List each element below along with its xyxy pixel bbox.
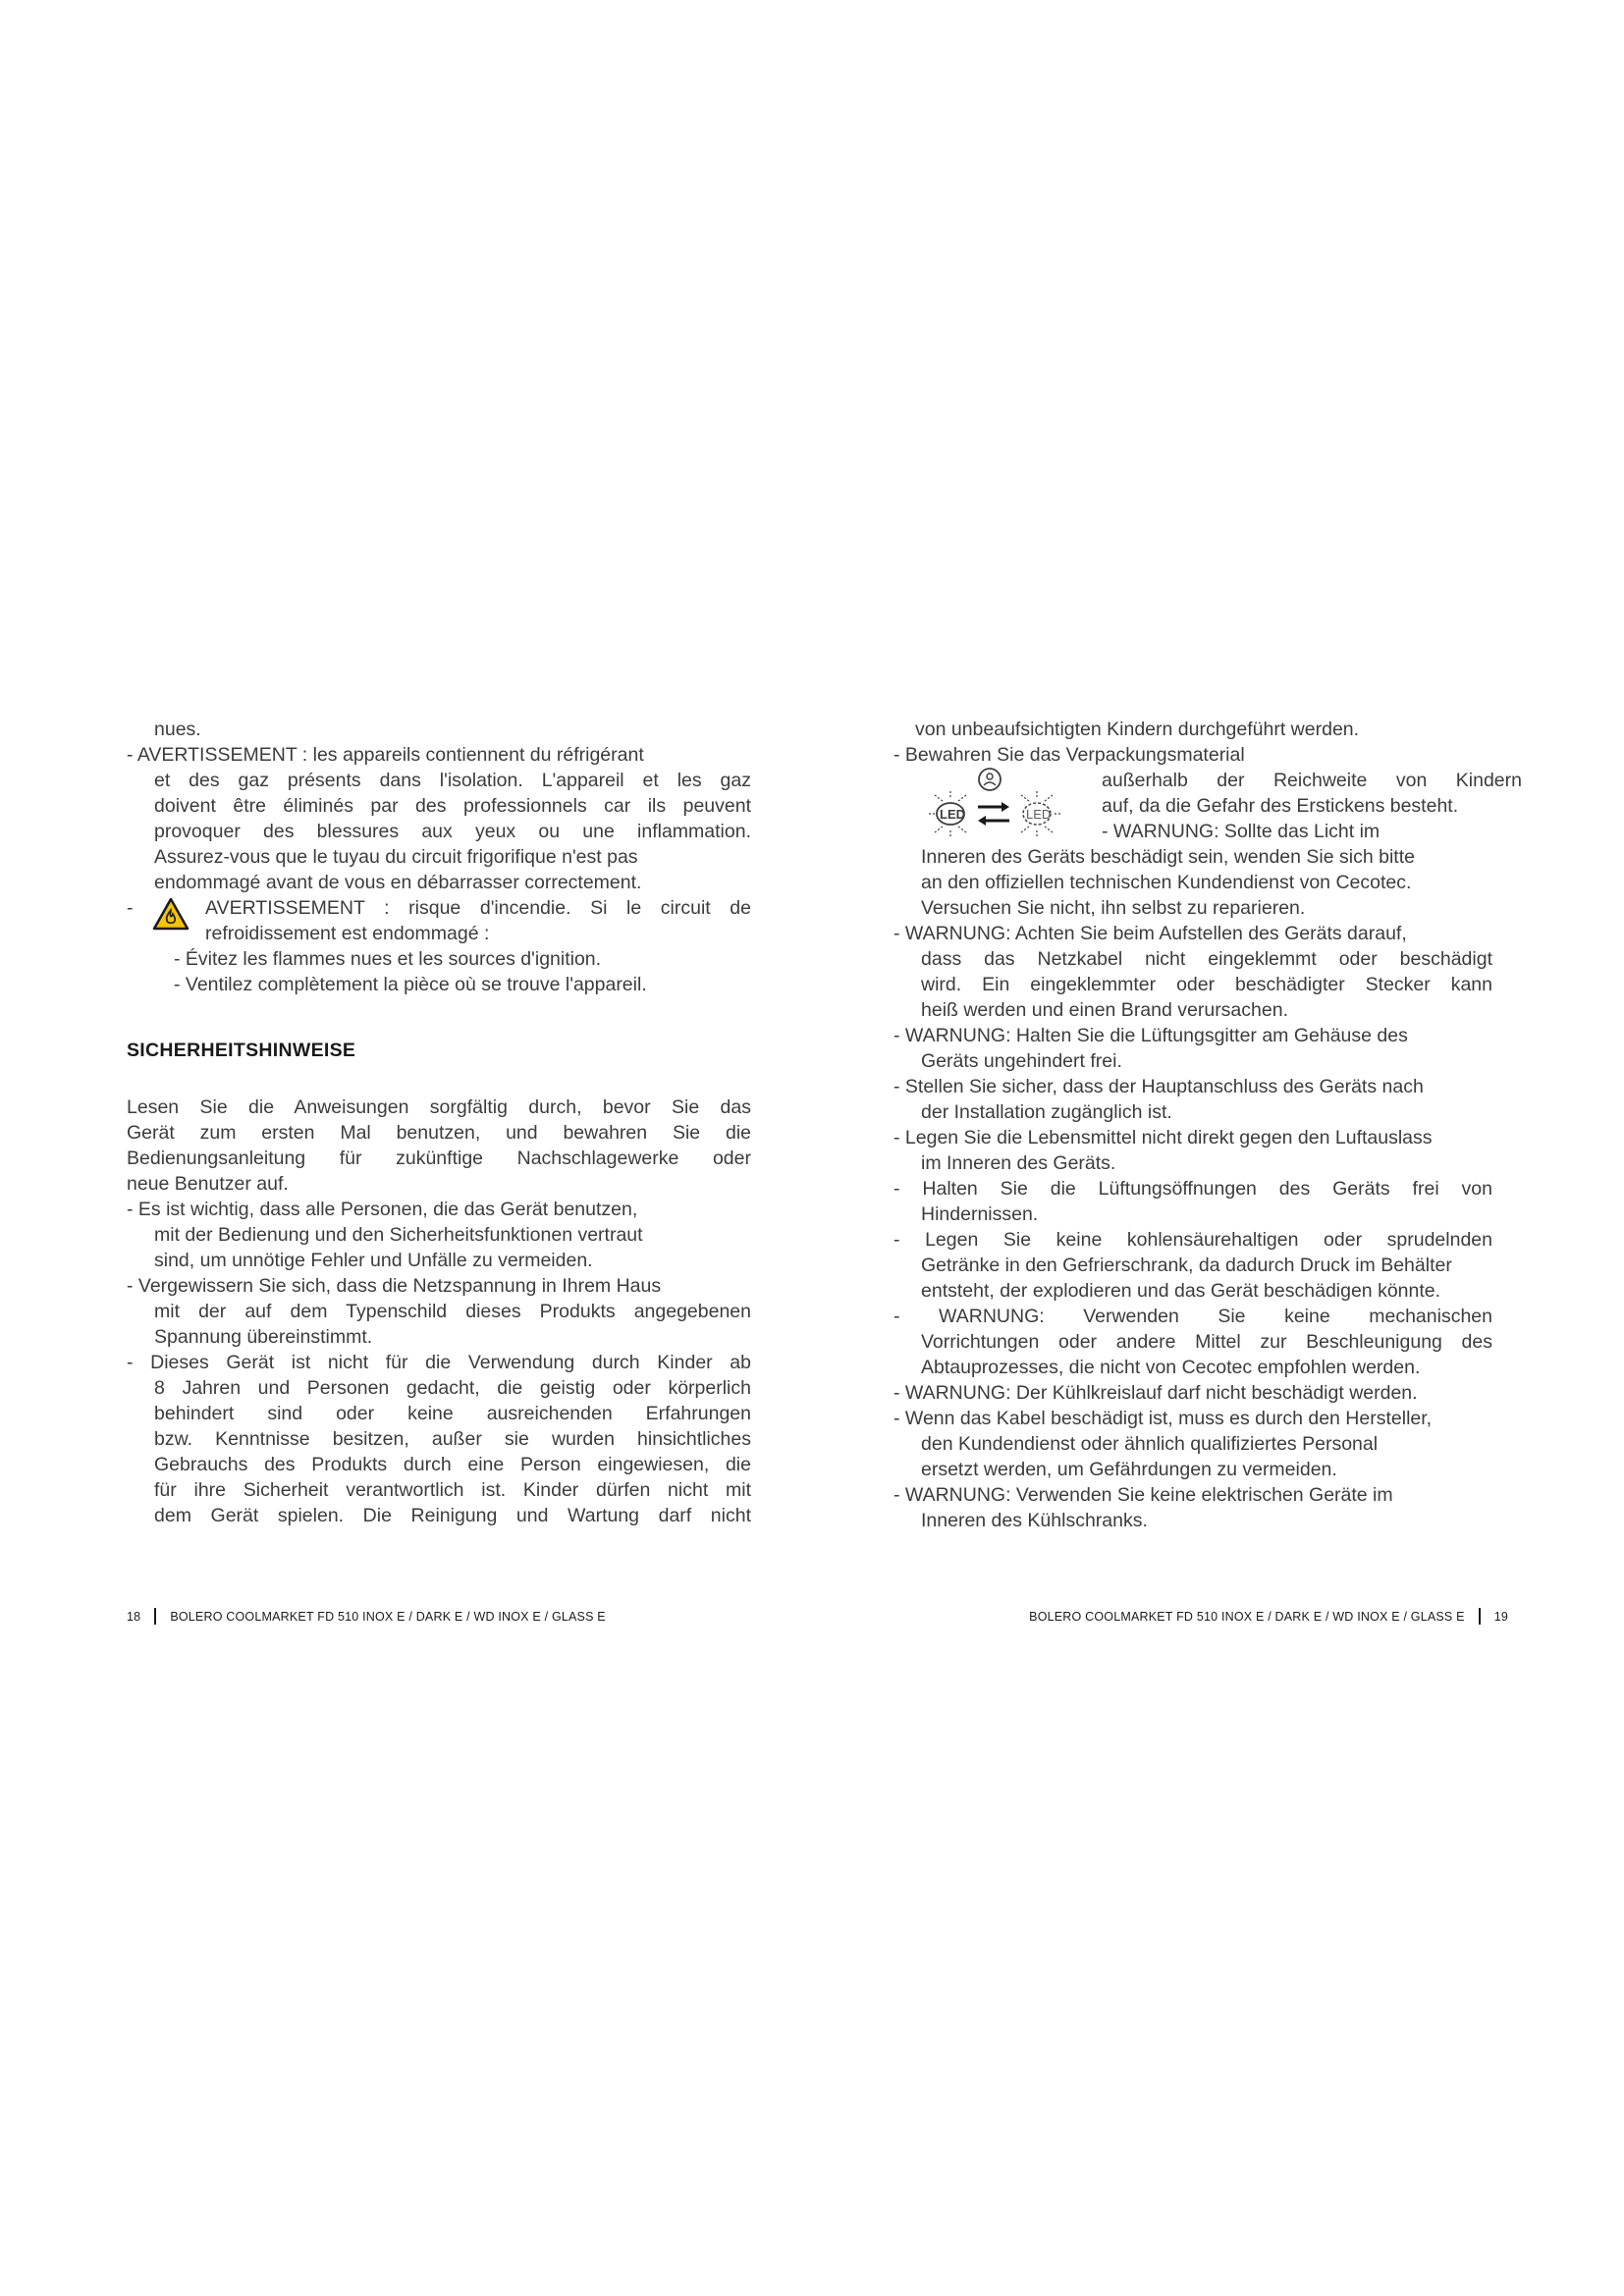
text-line: außerhalb der Reichweite von Kindern: [1102, 770, 1522, 791]
text-line: neue Benutzer auf.: [127, 1173, 289, 1195]
text-line: AVERTISSEMENT : risque d'incendie. Si le circuit de: [205, 897, 751, 919]
text-line: - Bewahren Sie das Verpackungsmaterial: [893, 744, 1245, 766]
text-line: provoquer des blessures aux yeux ou une inflammation.: [154, 821, 751, 842]
text-line: sind, um unnötige Fehler und Unfälle zu vermeiden.: [154, 1250, 593, 1271]
text-line: behindert sind oder keine ausreichenden Erfahrungen: [154, 1403, 751, 1424]
text-line: Spannung übereinstimmt.: [154, 1326, 373, 1348]
text-line: der Installation zugänglich ist.: [921, 1101, 1172, 1123]
text-line: - AVERTISSEMENT : les appareils contiennent du réfrigérant: [127, 744, 644, 766]
led-light-icon: [921, 768, 1078, 852]
footer-left: [127, 1608, 606, 1625]
page-number-left: 18: [127, 1609, 141, 1624]
fire-warning: [127, 895, 751, 946]
page-number-right: 19: [1493, 1609, 1508, 1624]
led-label-left: LED: [940, 807, 965, 822]
text-line: mit der Bedienung und den Sicherheitsfunktionen vertraut: [154, 1224, 643, 1246]
text-line: - Es ist wichtig, dass alle Personen, die das Gerät benutzen,: [127, 1199, 638, 1220]
warning-dash: -: [127, 897, 134, 919]
right-column: [893, 717, 1522, 1533]
text-line: 8 Jahren und Personen gedacht, die geistig oder körperlich: [154, 1377, 751, 1399]
text-line: - WARNUNG: Halten Sie die Lüftungsgitter am Gehäuse des: [893, 1025, 1408, 1046]
list-item: - Évitez les flammes nues et les sources d'ignition.: [174, 948, 602, 970]
footer-right: [1029, 1608, 1508, 1625]
text-line: - WARNUNG: Sollte das Licht im: [1102, 821, 1380, 842]
text-line: ersetzt werden, um Gefährdungen zu vermeiden.: [921, 1459, 1337, 1480]
text-line: Gebrauchs des Produkts durch eine Person eingewiesen, die: [154, 1454, 751, 1475]
footer-title-left: BOLERO COOLMARKET FD 510 INOX E / DARK E / WD INOX E / GLASS E: [170, 1609, 606, 1624]
text-line: an den offiziellen technischen Kundendienst von Cecotec.: [921, 872, 1412, 893]
text-line: Bedienungsanleitung für zukünftige Nachschlagewerke oder: [127, 1148, 751, 1169]
text-line: Abtauprozesses, die nicht von Cecotec empfohlen werden.: [921, 1357, 1421, 1378]
text-line: refroidissement est endommagé :: [205, 923, 490, 944]
text-line: Inneren des Geräts beschädigt sein, wenden Sie sich bitte: [921, 846, 1415, 868]
text-line: dass das Netzkabel nicht eingeklemmt oder beschädigt: [921, 948, 1492, 970]
text-line: - Halten Sie die Lüftungsöffnungen des Geräts frei von: [893, 1178, 1492, 1200]
text-line: - Stellen Sie sicher, dass der Hauptanschluss des Geräts nach: [893, 1076, 1424, 1097]
text-line: dem Gerät spielen. Die Reinigung und Wartung darf nicht: [154, 1505, 751, 1526]
text-line: Versuchen Sie nicht, ihn selbst zu reparieren.: [921, 897, 1306, 919]
section-heading: SICHERHEITSHINWEISE: [127, 1040, 356, 1061]
text-line: et des gaz présents dans l'isolation. L'appareil et les gaz: [154, 770, 751, 791]
text-line: Geräts ungehindert frei.: [921, 1050, 1122, 1072]
text-line: auf, da die Gefahr des Erstickens besteht.: [1102, 795, 1459, 817]
text-line: heiß werden und einen Brand verursachen.: [921, 999, 1288, 1021]
footer-divider: [154, 1608, 156, 1625]
text-line: Gerät zum ersten Mal benutzen, und bewahren Sie die: [127, 1122, 751, 1144]
text-line: endommagé avant de vous en débarrasser correctement.: [154, 872, 642, 893]
text-line: - Legen Sie keine kohlensäurehaltigen oder sprudelnden: [893, 1229, 1492, 1251]
led-label-right: LED: [1026, 807, 1052, 822]
text-line: - WARNUNG: Verwenden Sie keine mechanischen: [893, 1306, 1492, 1327]
text-line: entsteht, der explodieren und das Gerät beschädigen könnte.: [921, 1280, 1441, 1302]
text-line: wird. Ein eingeklemmter oder beschädigter Stecker kann: [921, 974, 1492, 995]
text-line: nues.: [154, 719, 201, 740]
text-line: doivent être éliminés par des professionnels car ils peuvent: [154, 795, 751, 817]
text-line: Getränke in den Gefrierschrank, da dadurch Druck im Behälter: [921, 1255, 1452, 1276]
text-line: - Vergewissern Sie sich, dass die Netzspannung in Ihrem Haus: [127, 1275, 662, 1297]
text-line: - Dieses Gerät ist nicht für die Verwendung durch Kinder ab: [127, 1352, 751, 1373]
text-line: mit der auf dem Typenschild dieses Produkts angegebenen: [154, 1301, 751, 1322]
text-line: - Legen Sie die Lebensmittel nicht direkt gegen den Luftauslass: [893, 1127, 1433, 1148]
text-line: Lesen Sie die Anweisungen sorgfältig durch, bevor Sie das: [127, 1096, 751, 1118]
text-line: Assurez-vous que le tuyau du circuit frigorifique n'est pas: [154, 846, 638, 868]
text-line: im Inneren des Geräts.: [921, 1152, 1116, 1174]
text-line: - WARNUNG: Achten Sie beim Aufstellen des Geräts darauf,: [893, 923, 1407, 944]
text-line: - WARNUNG: Verwenden Sie keine elektrischen Geräte im: [893, 1484, 1393, 1506]
text-line: von unbeaufsichtigten Kindern durchgeführt werden.: [915, 719, 1360, 740]
footer-title-right: BOLERO COOLMARKET FD 510 INOX E / DARK E / WD INOX E / GLASS E: [1029, 1609, 1465, 1624]
text-line: - Wenn das Kabel beschädigt ist, muss es durch den Hersteller,: [893, 1408, 1433, 1429]
text-line: - WARNUNG: Der Kühlkreislauf darf nicht beschädigt werden.: [893, 1382, 1418, 1404]
led-warning-block: [893, 768, 1522, 844]
list-item: - Ventilez complètement la pièce où se trouve l'appareil.: [174, 974, 647, 995]
text-line: den Kundendienst oder ähnlich qualifiziertes Personal: [921, 1433, 1379, 1455]
text-line: Vorrichtungen oder andere Mittel zur Beschleunigung des: [921, 1331, 1492, 1353]
footer-divider: [1479, 1608, 1481, 1625]
left-column: [127, 717, 751, 1528]
text-line: Inneren des Kühlschranks.: [921, 1510, 1148, 1531]
text-line: für ihre Sicherheit verantwortlich ist. Kinder dürfen nicht mit: [154, 1479, 751, 1501]
text-line: Hindernissen.: [921, 1203, 1039, 1225]
text-line: bzw. Kenntnisse besitzen, außer sie wurden hinsichtliches: [154, 1428, 751, 1450]
